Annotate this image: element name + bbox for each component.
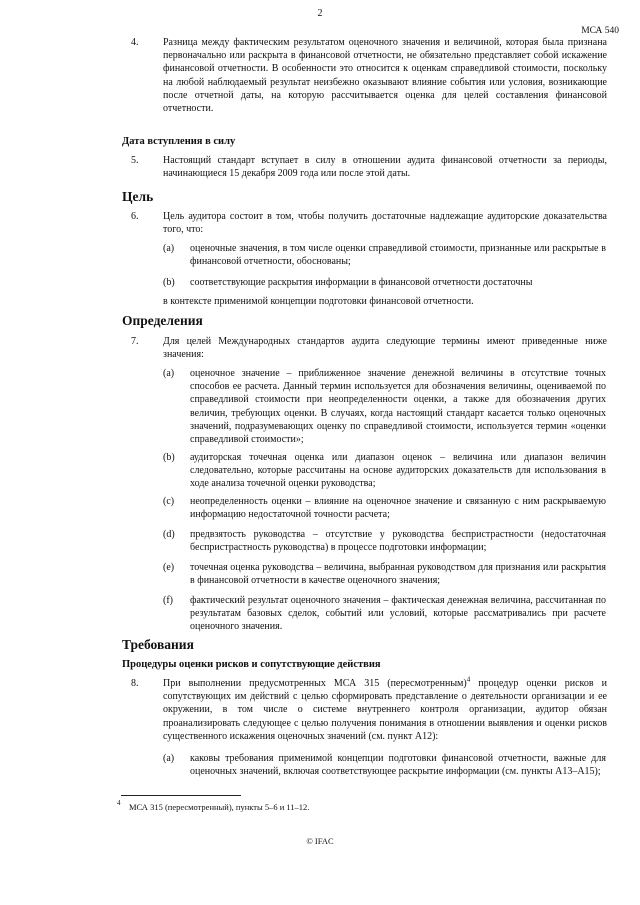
- item-text: точечная оценка руководства – величина, выбранная руководством для признания или раскрытия в финансовой отчетности в качестве оценочного значения;: [190, 562, 606, 587]
- paragraph-number: 7.: [131, 336, 139, 347]
- paragraph-text-part: При выполнении предусмотренных МСА 315 (пересмотренным): [163, 678, 467, 689]
- heading-objective: Цель: [122, 189, 154, 204]
- item-text: оценочное значение – приближенное значение денежной величины в отсутствие точных способов ее расчета. Данный термин используется для обозначения величины, оцениваемой по справедливой стоимости при неопределенности оценки, а также для обозначения других величин, требующих оценки. В случаях, когда настоящий стандарт касается только оценочных значений, подразумевающих оценку по справедливой стоимости, используется термин «оценки справедливой стоимости»;: [190, 368, 606, 446]
- definition-item-e: [163, 561, 606, 589]
- footnote-text: МСА 315 (пересмотренный), пункты 5–6 и 11–12.: [129, 802, 310, 812]
- item-text: фактический результат оценочного значения – фактическая денежная величина, рассчитанная по результатам базовых сделок, событий или условий, которые рассматривались при расчете оценочного значения.: [190, 595, 606, 633]
- objective-item-b: [163, 276, 606, 290]
- objective-item-a: [163, 242, 606, 270]
- paragraph-number: 8.: [131, 678, 139, 689]
- item-text: каковы требования применимой концепции подготовки финансовой отчетности, важные для оценочных значений, включая соответствующее раскрытие информации (см. пункты А13–А15);: [190, 753, 606, 778]
- paragraph-7: [117, 335, 607, 363]
- item-letter: (f): [163, 595, 173, 606]
- footnote-reference[interactable]: 4: [466, 675, 471, 684]
- paragraph-text: Для целей Международных стандартов аудита следующие термины имеют приведенные ниже значения:: [163, 336, 607, 361]
- definition-item-a: [163, 367, 606, 447]
- item-letter: (a): [163, 753, 175, 764]
- item-letter: (c): [163, 496, 175, 507]
- requirement-item-a: [163, 752, 606, 780]
- definition-item-d: [163, 528, 606, 556]
- paragraph-number: 6.: [131, 211, 139, 222]
- paragraph-text: Разница между фактическим результатом оценочного значения и величиной, которая была признана первоначально или раскрыта в финансовой отчетности, не обязательно представляет собой искажение финансовой отчетности. В особенности это относится к оценкам справедливой стоимости, поскольку на любой наблюдаемый результат неизбежно оказывают влияние события или условия, возникающие после отчетной даты, на которую рассчитывается оценка для целей составления финансовой отчетности.: [163, 37, 607, 115]
- definition-item-c: [163, 495, 606, 523]
- heading-definitions: Определения: [122, 313, 203, 328]
- heading-requirements: Требования: [122, 637, 194, 652]
- item-text: предвзятость руководства – отсутствие у руководства беспристрастности (недостаточная беспристрастность руководства) в процессе подготовки информации;: [190, 529, 606, 554]
- definition-item-f: [163, 594, 606, 634]
- paragraph-number: 4.: [131, 37, 139, 48]
- paragraph-text-part: процедур оценки рисков и сопутствующих им действий с целью сформировать представление о деятельности организации и ее окружении, в том числе о системе внутреннего контроля организации, аудитор обязан проанализировать следующее с целью получения понимания в отношении выявления и оценки рисков существенного искажения оценочных значений (см. пункт А12):: [163, 678, 607, 742]
- paragraph-4: [117, 36, 607, 120]
- item-letter: (b): [163, 277, 175, 288]
- paragraph-6: [117, 210, 607, 238]
- footnote-mark: 4: [117, 799, 121, 807]
- heading-effective-date: Дата вступления в силу: [122, 136, 236, 147]
- item-text: соответствующие раскрытия информации в финансовой отчетности достаточны: [190, 277, 533, 288]
- item-text: неопределенность оценки – влияние на оценочное значение и связанную с ним раскрываемую информацию недостаточной точности расчета;: [190, 496, 606, 521]
- item-letter: (e): [163, 562, 175, 573]
- item-letter: (a): [163, 368, 175, 379]
- page-number: 2: [317, 8, 323, 19]
- item-text: аудиторская точечная оценка или диапазон оценок – величина или диапазон величин следовательно, которые рассчитаны на основе аудиторских доказательств для использования в ходе анализа точечной оценки руководства;: [190, 452, 606, 490]
- footnote-divider: [121, 795, 241, 796]
- item-letter: (b): [163, 452, 175, 463]
- item-text: оценочные значения, в том числе оценки справедливой стоимости, признанные или раскрытые в финансовой отчетности, обоснованы;: [190, 243, 606, 268]
- paragraph-number: 5.: [131, 155, 139, 166]
- paragraph-8: [117, 677, 607, 743]
- paragraph-text: Цель аудитора состоит в том, чтобы получить достаточные надлежащие аудиторские доказательства того, что:: [163, 211, 607, 236]
- copyright: © IFAC: [306, 836, 334, 846]
- paragraph-5: [117, 154, 607, 182]
- subheading-risk-procedures: Процедуры оценки рисков и сопутствующие действия: [122, 659, 381, 670]
- item-letter: (a): [163, 243, 175, 254]
- paragraph-text: [163, 677, 607, 743]
- paragraph-text: Настоящий стандарт вступает в силу в отношении аудита финансовой отчетности за периоды, начинающиеся 15 декабря 2009 года или после этой даты.: [163, 155, 607, 180]
- objective-closing: в контексте применимой концепции подготовки финансовой отчетности.: [163, 296, 474, 307]
- item-letter: (d): [163, 529, 175, 540]
- document-code: МСА 540: [581, 26, 619, 36]
- definition-item-b: [163, 451, 606, 491]
